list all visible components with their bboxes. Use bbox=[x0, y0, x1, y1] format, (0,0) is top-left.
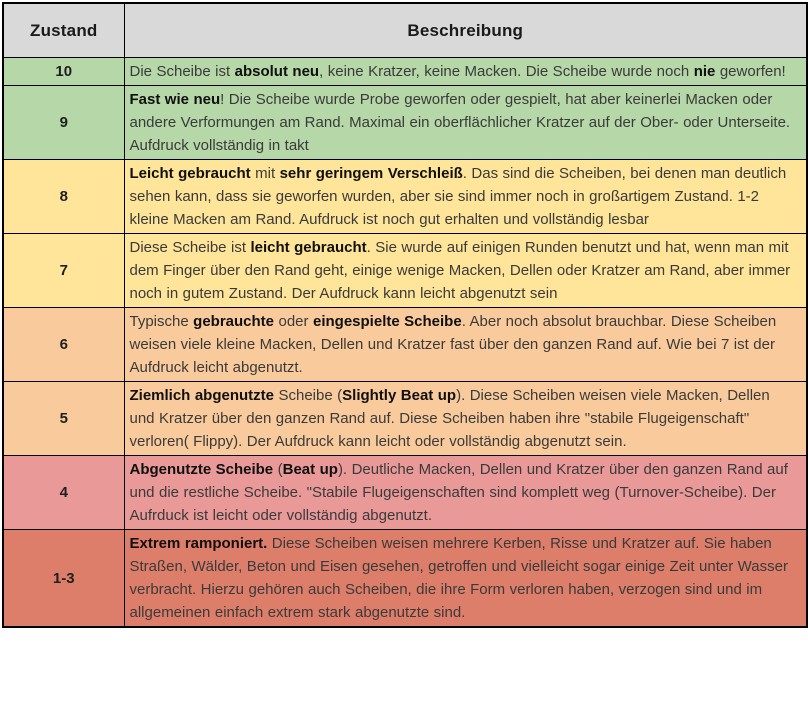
table-row bbox=[3, 160, 807, 234]
table-row bbox=[3, 456, 807, 530]
description-text: Scheibe ( bbox=[274, 387, 343, 404]
description-bold-text: sehr geringem Verschleiß bbox=[279, 165, 463, 182]
table-row bbox=[3, 382, 807, 456]
description-bold-text: Extrem ramponiert. bbox=[129, 535, 268, 552]
description-text: Typische bbox=[129, 313, 194, 330]
description-cell bbox=[124, 382, 807, 456]
description-text: . Sie wurde auf einigen Runden benutzt und hat, wenn man mit dem Finger über den Rand geht, einige wenige Macken, Dellen oder Kratzer am Rand, aber immer noch in gutem Zustand. Der Aufdruck kann leicht abgenutzt sein bbox=[129, 239, 791, 302]
description-bold-text: Leicht gebraucht bbox=[129, 165, 251, 182]
disc-condition-table bbox=[2, 2, 808, 628]
description-bold-text: eingespielte Scheibe bbox=[313, 313, 462, 330]
zustand-cell: 5 bbox=[3, 382, 124, 456]
description-cell bbox=[124, 58, 807, 86]
description-text: . Aber noch absolut brauchbar. Diese Scheiben weisen viele kleine Macken, Dellen und Kratzer fast über den ganzen Rand auf. Wie bei 7 ist der Aufdruck leicht abgenutzt. bbox=[129, 313, 777, 376]
description-bold-text: Abgenutzte Scheibe bbox=[129, 461, 274, 478]
description-bold-text: Slightly Beat up bbox=[342, 387, 457, 404]
table-body bbox=[3, 58, 807, 628]
description-bold-text: leicht gebraucht bbox=[250, 239, 367, 256]
zustand-cell: 6 bbox=[3, 308, 124, 382]
description-text: ( bbox=[273, 461, 283, 478]
col-header-zustand: Zustand bbox=[3, 3, 124, 58]
zustand-cell: 7 bbox=[3, 234, 124, 308]
description-bold-text: gebrauchte bbox=[193, 313, 275, 330]
zustand-cell: 10 bbox=[3, 58, 124, 86]
description-text: oder bbox=[274, 313, 313, 330]
table-row bbox=[3, 308, 807, 382]
description-text: , keine Kratzer, keine Macken. Die Scheibe wurde noch bbox=[319, 63, 694, 80]
table-row bbox=[3, 234, 807, 308]
description-cell bbox=[124, 530, 807, 628]
description-text: ! Die Scheibe wurde Probe geworfen oder gespielt, hat aber keinerlei Macken oder andere Verformungen am Rand. Maximal ein oberflächlicher Kratzer auf der Ober- oder Unterseite. Aufdruck vollständig in takt bbox=[129, 91, 791, 154]
description-text: geworfen! bbox=[715, 63, 786, 80]
description-bold-text: Beat up bbox=[282, 461, 338, 478]
table-row bbox=[3, 86, 807, 160]
description-text: ). Deutliche Macken, Dellen und Kratzer über den ganzen Rand auf und die restliche Scheibe. "Stabile Flugeigenschaften sind komplett weg (Turnover-Scheibe). Der Aufrduck ist leicht oder vollständig abgenutzt. bbox=[129, 461, 788, 524]
zustand-cell: 4 bbox=[3, 456, 124, 530]
description-cell bbox=[124, 234, 807, 308]
header-row bbox=[3, 3, 807, 58]
zustand-cell: 1-3 bbox=[3, 530, 124, 628]
description-text: Diese Scheiben weisen mehrere Kerben, Risse und Kratzer auf. Sie haben Straßen, Wälder, Beton und Eisen gesehen, getroffen und vielleicht sogar einige Zeit unter Wasser verbracht. Hierzu gehören auch Scheiben, die ihre Form verloren haben, verzogen sind und im allgemeinen einfach extrem stark abgenutzte sind. bbox=[129, 535, 788, 621]
description-bold-text: nie bbox=[693, 63, 716, 80]
description-text: . Das sind die Scheiben, bei denen man deutlich sehen kann, dass sie geworfen wurden, aber sie sind immer noch in großartigem Zustand. 1-2 kleine Macken am Rand. Aufdruck ist noch gut erhalten und vollständig lesbar bbox=[129, 165, 787, 228]
description-bold-text: Ziemlich abgenutzte bbox=[129, 387, 274, 404]
description-cell bbox=[124, 160, 807, 234]
table-row bbox=[3, 530, 807, 628]
description-bold-text: Fast wie neu bbox=[129, 91, 221, 108]
description-text: Die Scheibe ist bbox=[129, 63, 235, 80]
description-bold-text: absolut neu bbox=[234, 63, 320, 80]
description-text: mit bbox=[250, 165, 280, 182]
description-cell bbox=[124, 308, 807, 382]
description-cell bbox=[124, 456, 807, 530]
description-text: Diese Scheibe ist bbox=[129, 239, 251, 256]
zustand-cell: 8 bbox=[3, 160, 124, 234]
col-header-beschreibung: Beschreibung bbox=[124, 3, 807, 58]
zustand-cell: 9 bbox=[3, 86, 124, 160]
description-text: ). Diese Scheiben weisen viele Macken, Dellen und Kratzer über den ganzen Rand auf. Diese Scheiben haben ihre "stabile Flugeigenschaft" verloren( Flippy). Der Aufdruck kann leicht oder vollständig abgenutzt sein. bbox=[129, 387, 770, 450]
description-cell bbox=[124, 86, 807, 160]
table-row bbox=[3, 58, 807, 86]
